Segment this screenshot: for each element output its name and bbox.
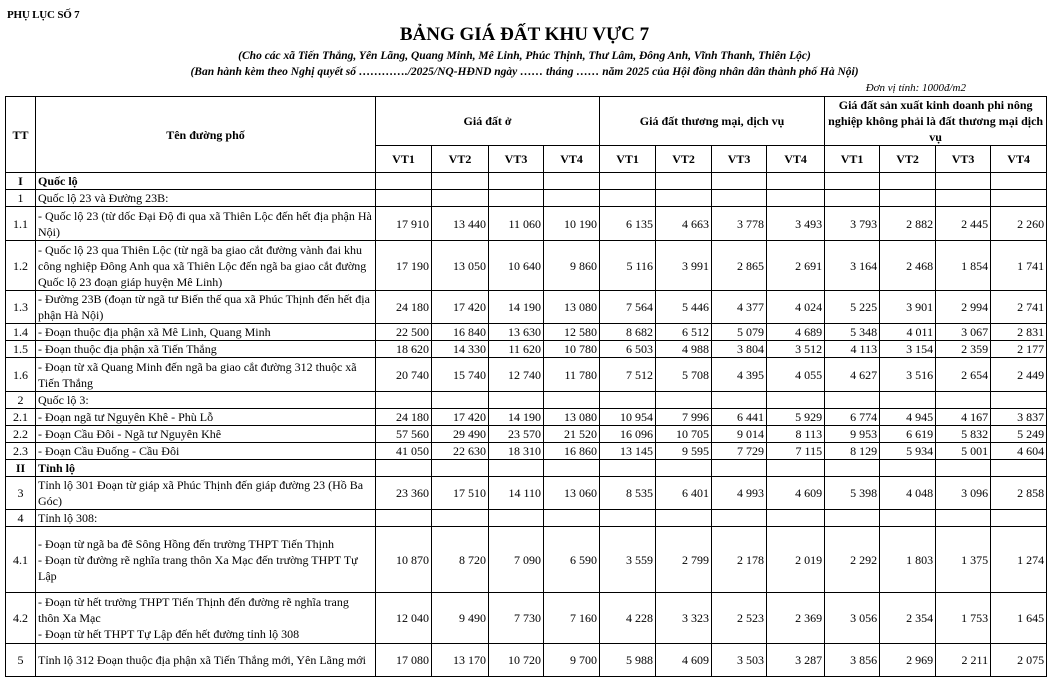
price-cell-vt3 xyxy=(489,460,544,477)
table-row xyxy=(6,358,1047,392)
row-number: 2 xyxy=(6,392,36,409)
street-name: - Đoạn Cầu Đuống - Cầu Đôi xyxy=(36,443,376,460)
document-subtitle-resolution: (Ban hành kèm theo Nghị quyết số …………./2025/NQ-HĐND ngày …… tháng …… năm 2025 của Hội đồng nhân dân thành phố Hà Nội) xyxy=(190,66,859,78)
price-cell-vt3 xyxy=(712,173,767,190)
header-row-groups xyxy=(6,97,1047,146)
table-row xyxy=(6,241,1047,291)
price-cell-vt1: 20 740 xyxy=(376,358,432,392)
header-position-3: VT3 xyxy=(489,146,544,173)
price-cell-vt3: 2 523 xyxy=(712,593,767,644)
header-tt: TT xyxy=(6,97,36,173)
row-number: 1.2 xyxy=(6,241,36,291)
row-number: 4.2 xyxy=(6,593,36,644)
price-cell-vt3: 14 190 xyxy=(489,291,544,324)
price-cell-vt1: 5 988 xyxy=(600,644,656,677)
price-cell-vt4: 2 260 xyxy=(991,207,1047,241)
price-cell-vt1: 4 627 xyxy=(825,358,880,392)
price-cell-vt2: 6 401 xyxy=(656,477,712,510)
price-cell-vt1: 5 348 xyxy=(825,324,880,341)
price-cell-vt4: 2 741 xyxy=(991,291,1047,324)
document-subtitle-communes: (Cho các xã Tiến Thắng, Yên Lãng, Quang Minh, Mê Linh, Phúc Thịnh, Thư Lâm, Đông Anh, Vĩnh Thanh, Thiên Lộc) xyxy=(238,50,811,62)
header-position-12: VT4 xyxy=(991,146,1047,173)
price-cell-vt2 xyxy=(432,460,489,477)
table-row xyxy=(6,409,1047,426)
price-cell-vt4: 8 113 xyxy=(767,426,825,443)
appendix-label: PHỤ LỤC SỐ 7 xyxy=(7,9,80,21)
table-row xyxy=(6,324,1047,341)
price-cell-vt1 xyxy=(376,190,432,207)
street-name: Quốc lộ xyxy=(36,173,376,190)
price-cell-vt1: 3 793 xyxy=(825,207,880,241)
price-cell-vt4: 21 520 xyxy=(544,426,600,443)
table-row xyxy=(6,207,1047,241)
price-cell-vt2 xyxy=(656,392,712,409)
price-cell-vt2: 4 048 xyxy=(880,477,936,510)
price-cell-vt2 xyxy=(432,510,489,527)
price-cell-vt1: 6 774 xyxy=(825,409,880,426)
price-cell-vt2: 4 988 xyxy=(656,341,712,358)
price-cell-vt1 xyxy=(825,173,880,190)
price-cell-vt1: 24 180 xyxy=(376,291,432,324)
price-cell-vt3: 3 067 xyxy=(936,324,991,341)
price-cell-vt4: 2 691 xyxy=(767,241,825,291)
price-cell-vt3 xyxy=(936,460,991,477)
price-cell-vt1: 4 228 xyxy=(600,593,656,644)
header-position-11: VT3 xyxy=(936,146,991,173)
price-cell-vt4: 13 080 xyxy=(544,409,600,426)
price-cell-vt2: 9 595 xyxy=(656,443,712,460)
price-cell-vt4: 11 780 xyxy=(544,358,600,392)
row-number: 1.3 xyxy=(6,291,36,324)
price-cell-vt4: 13 080 xyxy=(544,291,600,324)
price-cell-vt4 xyxy=(767,392,825,409)
price-cell-vt1 xyxy=(825,510,880,527)
price-cell-vt4: 2 831 xyxy=(991,324,1047,341)
price-cell-vt2: 29 490 xyxy=(432,426,489,443)
row-number: 4 xyxy=(6,510,36,527)
row-number: 2.1 xyxy=(6,409,36,426)
price-cell-vt4: 7 160 xyxy=(544,593,600,644)
price-cell-vt1: 4 113 xyxy=(825,341,880,358)
price-cell-vt3: 1 854 xyxy=(936,241,991,291)
price-cell-vt4 xyxy=(991,392,1047,409)
price-cell-vt2: 17 510 xyxy=(432,477,489,510)
price-cell-vt3: 7 090 xyxy=(489,527,544,593)
price-cell-vt1 xyxy=(600,173,656,190)
price-cell-vt1 xyxy=(600,510,656,527)
header-position-8: VT4 xyxy=(767,146,825,173)
street-segment-line: - Đoạn từ đường rẽ nghĩa trang thôn Xa Mạc đến trường THPT Tự Lập xyxy=(38,552,358,583)
price-cell-vt3: 2 178 xyxy=(712,527,767,593)
price-cell-vt2: 8 720 xyxy=(432,527,489,593)
street-name xyxy=(36,527,376,593)
table-row xyxy=(6,510,1047,527)
price-cell-vt1: 2 292 xyxy=(825,527,880,593)
street-name: - Đoạn thuộc địa phận xã Mê Linh, Quang Minh xyxy=(36,324,376,341)
street-name: Tỉnh lộ 308: xyxy=(36,510,376,527)
price-cell-vt3: 4 395 xyxy=(712,358,767,392)
price-cell-vt2: 3 154 xyxy=(880,341,936,358)
price-cell-vt3 xyxy=(936,510,991,527)
price-cell-vt2: 13 050 xyxy=(432,241,489,291)
price-cell-vt3: 1 375 xyxy=(936,527,991,593)
price-cell-vt2: 17 420 xyxy=(432,291,489,324)
price-cell-vt1: 16 096 xyxy=(600,426,656,443)
header-group-nonagricultural: Giá đất sản xuất kinh doanh phi nông nghiệp không phải là đất thương mại dịch vụ xyxy=(825,97,1047,146)
price-cell-vt2 xyxy=(880,190,936,207)
price-cell-vt2: 16 840 xyxy=(432,324,489,341)
street-name: Tỉnh lộ 312 Đoạn thuộc địa phận xã Tiến Thắng mới, Yên Lãng mới xyxy=(36,644,376,677)
price-cell-vt2: 4 011 xyxy=(880,324,936,341)
price-cell-vt4 xyxy=(767,173,825,190)
price-cell-vt4 xyxy=(767,510,825,527)
price-cell-vt3: 11 060 xyxy=(489,207,544,241)
price-cell-vt4: 5 929 xyxy=(767,409,825,426)
price-cell-vt1: 9 953 xyxy=(825,426,880,443)
table-row xyxy=(6,426,1047,443)
price-cell-vt4: 2 858 xyxy=(991,477,1047,510)
price-cell-vt2 xyxy=(432,392,489,409)
price-cell-vt1: 23 360 xyxy=(376,477,432,510)
price-cell-vt2: 13 170 xyxy=(432,644,489,677)
price-cell-vt1: 41 050 xyxy=(376,443,432,460)
price-cell-vt4: 4 604 xyxy=(991,443,1047,460)
price-cell-vt4 xyxy=(544,190,600,207)
price-cell-vt4: 3 493 xyxy=(767,207,825,241)
price-cell-vt2 xyxy=(880,173,936,190)
price-cell-vt4 xyxy=(544,460,600,477)
price-cell-vt2: 3 991 xyxy=(656,241,712,291)
price-cell-vt2: 22 630 xyxy=(432,443,489,460)
price-cell-vt4: 2 019 xyxy=(767,527,825,593)
price-cell-vt2: 4 663 xyxy=(656,207,712,241)
price-cell-vt1 xyxy=(376,460,432,477)
price-cell-vt1: 13 145 xyxy=(600,443,656,460)
price-cell-vt2: 2 882 xyxy=(880,207,936,241)
price-cell-vt1: 8 129 xyxy=(825,443,880,460)
price-cell-vt1: 5 225 xyxy=(825,291,880,324)
price-cell-vt4: 4 055 xyxy=(767,358,825,392)
price-cell-vt1 xyxy=(600,392,656,409)
price-cell-vt2: 5 934 xyxy=(880,443,936,460)
price-cell-vt4: 7 115 xyxy=(767,443,825,460)
row-number: 1.1 xyxy=(6,207,36,241)
price-cell-vt2: 5 446 xyxy=(656,291,712,324)
price-cell-vt4: 9 700 xyxy=(544,644,600,677)
price-cell-vt3: 2 865 xyxy=(712,241,767,291)
price-cell-vt1: 17 910 xyxy=(376,207,432,241)
price-cell-vt4: 13 060 xyxy=(544,477,600,510)
price-cell-vt4 xyxy=(991,460,1047,477)
price-cell-vt4: 4 024 xyxy=(767,291,825,324)
header-street-name: Tên đường phố xyxy=(36,97,376,173)
row-number: 1 xyxy=(6,190,36,207)
street-name: - Đường 23B (đoạn từ ngã tư Biến thế qua xã Phúc Thịnh đến hết địa phận Hà Nội) xyxy=(36,291,376,324)
section-row xyxy=(6,460,1047,477)
price-cell-vt3: 3 503 xyxy=(712,644,767,677)
price-cell-vt1: 6 135 xyxy=(600,207,656,241)
price-cell-vt3: 4 167 xyxy=(936,409,991,426)
price-cell-vt4 xyxy=(544,392,600,409)
price-cell-vt2: 9 490 xyxy=(432,593,489,644)
price-cell-vt3: 18 310 xyxy=(489,443,544,460)
price-cell-vt2: 3 323 xyxy=(656,593,712,644)
price-cell-vt3: 2 359 xyxy=(936,341,991,358)
row-number: 4.1 xyxy=(6,527,36,593)
price-cell-vt1: 10 954 xyxy=(600,409,656,426)
street-segment-line: - Đoạn từ hết trường THPT Tiến Thịnh đến đường rẽ nghĩa trang thôn Xa Mạc xyxy=(38,595,349,625)
price-cell-vt4: 9 860 xyxy=(544,241,600,291)
price-cell-vt3 xyxy=(489,173,544,190)
price-cell-vt4: 2 075 xyxy=(991,644,1047,677)
price-cell-vt3: 5 832 xyxy=(936,426,991,443)
header-position-10: VT2 xyxy=(880,146,936,173)
price-cell-vt4: 4 609 xyxy=(767,477,825,510)
street-name: - Quốc lộ 23 qua Thiên Lộc (từ ngã ba giao cắt đường vành đai khu công nghiệp Đông Anh qua xã Thiên Lộc đến ngã ba giao cắt đường Quốc lộ 23 đoạn giáp huyện Mê Linh) xyxy=(36,241,376,291)
row-number: 1.6 xyxy=(6,358,36,392)
price-cell-vt1: 7 564 xyxy=(600,291,656,324)
price-cell-vt3: 23 570 xyxy=(489,426,544,443)
street-name: Quốc lộ 3: xyxy=(36,392,376,409)
price-cell-vt1: 24 180 xyxy=(376,409,432,426)
street-name: Quốc lộ 23 và Đường 23B: xyxy=(36,190,376,207)
price-cell-vt1: 8 535 xyxy=(600,477,656,510)
price-cell-vt2: 6 619 xyxy=(880,426,936,443)
price-cell-vt2: 5 708 xyxy=(656,358,712,392)
street-segment-line: - Đoạn từ hết THPT Tự Lập đến hết đường tỉnh lộ 308 xyxy=(38,627,300,641)
street-name: - Quốc lộ 23 (từ dốc Đại Độ đi qua xã Thiên Lộc đến hết địa phận Hà Nội) xyxy=(36,207,376,241)
price-cell-vt2 xyxy=(432,173,489,190)
price-cell-vt3: 14 110 xyxy=(489,477,544,510)
price-cell-vt4: 4 689 xyxy=(767,324,825,341)
price-cell-vt3: 3 804 xyxy=(712,341,767,358)
header-position-7: VT3 xyxy=(712,146,767,173)
price-cell-vt3 xyxy=(489,510,544,527)
price-cell-vt2: 17 420 xyxy=(432,409,489,426)
street-name: - Đoạn thuộc địa phận xã Tiến Thắng xyxy=(36,341,376,358)
price-cell-vt2: 6 512 xyxy=(656,324,712,341)
price-cell-vt4 xyxy=(991,173,1047,190)
price-cell-vt1: 10 870 xyxy=(376,527,432,593)
price-cell-vt3: 2 445 xyxy=(936,207,991,241)
price-cell-vt1 xyxy=(376,392,432,409)
price-cell-vt2: 7 996 xyxy=(656,409,712,426)
price-cell-vt4 xyxy=(767,460,825,477)
price-cell-vt1: 6 503 xyxy=(600,341,656,358)
price-cell-vt1: 5 398 xyxy=(825,477,880,510)
price-cell-vt1 xyxy=(825,460,880,477)
price-cell-vt4: 1 741 xyxy=(991,241,1047,291)
price-cell-vt2 xyxy=(880,510,936,527)
price-cell-vt2: 15 740 xyxy=(432,358,489,392)
price-cell-vt4: 2 369 xyxy=(767,593,825,644)
table-row xyxy=(6,341,1047,358)
price-cell-vt1 xyxy=(825,392,880,409)
price-cell-vt1: 8 682 xyxy=(600,324,656,341)
price-cell-vt1 xyxy=(600,190,656,207)
row-number: II xyxy=(6,460,36,477)
price-cell-vt2 xyxy=(656,510,712,527)
row-number: 3 xyxy=(6,477,36,510)
price-cell-vt3: 2 211 xyxy=(936,644,991,677)
header-position-4: VT4 xyxy=(544,146,600,173)
header-position-9: VT1 xyxy=(825,146,880,173)
row-number: 2.3 xyxy=(6,443,36,460)
price-cell-vt3 xyxy=(936,190,991,207)
price-cell-vt4: 10 190 xyxy=(544,207,600,241)
price-cell-vt1: 7 512 xyxy=(600,358,656,392)
price-cell-vt4: 16 860 xyxy=(544,443,600,460)
price-cell-vt1: 3 056 xyxy=(825,593,880,644)
row-number: 5 xyxy=(6,644,36,677)
price-cell-vt4: 6 590 xyxy=(544,527,600,593)
price-cell-vt4 xyxy=(544,510,600,527)
price-cell-vt3: 10 720 xyxy=(489,644,544,677)
price-cell-vt1 xyxy=(600,460,656,477)
price-cell-vt1 xyxy=(825,190,880,207)
header-position-5: VT1 xyxy=(600,146,656,173)
price-cell-vt4: 3 837 xyxy=(991,409,1047,426)
price-cell-vt4: 3 287 xyxy=(767,644,825,677)
price-cell-vt2 xyxy=(656,460,712,477)
price-cell-vt3 xyxy=(712,190,767,207)
price-cell-vt2: 2 799 xyxy=(656,527,712,593)
price-cell-vt4: 1 645 xyxy=(991,593,1047,644)
price-cell-vt2: 10 705 xyxy=(656,426,712,443)
unit-note: Đơn vị tính: 1000đ/m2 xyxy=(865,82,966,94)
price-cell-vt2: 2 468 xyxy=(880,241,936,291)
price-cell-vt4: 2 177 xyxy=(991,341,1047,358)
street-name: - Đoạn Cầu Đôi - Ngã tư Nguyên Khê xyxy=(36,426,376,443)
header-group-commercial: Giá đất thương mại, dịch vụ xyxy=(600,97,825,146)
table-row xyxy=(6,593,1047,644)
price-cell-vt3: 13 630 xyxy=(489,324,544,341)
row-number: 2.2 xyxy=(6,426,36,443)
price-cell-vt2: 3 901 xyxy=(880,291,936,324)
table-row xyxy=(6,477,1047,510)
price-cell-vt4: 10 780 xyxy=(544,341,600,358)
price-cell-vt2: 13 440 xyxy=(432,207,489,241)
header-position-1: VT1 xyxy=(376,146,432,173)
price-cell-vt1 xyxy=(376,173,432,190)
header-group-residential: Giá đất ở xyxy=(376,97,600,146)
price-cell-vt3: 5 079 xyxy=(712,324,767,341)
price-cell-vt4 xyxy=(767,190,825,207)
price-cell-vt1: 3 559 xyxy=(600,527,656,593)
price-cell-vt2: 4 945 xyxy=(880,409,936,426)
price-cell-vt3: 5 001 xyxy=(936,443,991,460)
price-cell-vt2 xyxy=(880,392,936,409)
price-cell-vt4: 3 512 xyxy=(767,341,825,358)
price-cell-vt1: 57 560 xyxy=(376,426,432,443)
table-body xyxy=(6,173,1047,677)
street-name: - Đoạn ngã tư Nguyên Khê - Phù Lỗ xyxy=(36,409,376,426)
price-cell-vt3: 7 730 xyxy=(489,593,544,644)
table-row xyxy=(6,392,1047,409)
price-cell-vt3: 2 994 xyxy=(936,291,991,324)
street-name xyxy=(36,593,376,644)
price-cell-vt4 xyxy=(544,173,600,190)
price-cell-vt1: 17 080 xyxy=(376,644,432,677)
table-row xyxy=(6,443,1047,460)
street-name: Tỉnh lộ 301 Đoạn từ giáp xã Phúc Thịnh đến giáp đường 23 (Hồ Ba Góc) xyxy=(36,477,376,510)
price-cell-vt2 xyxy=(880,460,936,477)
price-cell-vt3: 3 778 xyxy=(712,207,767,241)
price-cell-vt1: 3 856 xyxy=(825,644,880,677)
price-cell-vt2: 1 803 xyxy=(880,527,936,593)
price-cell-vt2: 3 516 xyxy=(880,358,936,392)
table-row xyxy=(6,291,1047,324)
row-number: I xyxy=(6,173,36,190)
price-cell-vt3 xyxy=(936,392,991,409)
price-cell-vt2: 2 354 xyxy=(880,593,936,644)
price-cell-vt3: 3 096 xyxy=(936,477,991,510)
street-name: Tỉnh lộ xyxy=(36,460,376,477)
price-cell-vt3 xyxy=(489,190,544,207)
price-cell-vt4 xyxy=(991,190,1047,207)
land-price-table xyxy=(5,96,1047,677)
price-cell-vt3: 4 993 xyxy=(712,477,767,510)
price-cell-vt4: 5 249 xyxy=(991,426,1047,443)
price-cell-vt1: 3 164 xyxy=(825,241,880,291)
table-row xyxy=(6,190,1047,207)
header-position-2: VT2 xyxy=(432,146,489,173)
price-cell-vt3: 1 753 xyxy=(936,593,991,644)
section-row xyxy=(6,173,1047,190)
price-cell-vt1: 22 500 xyxy=(376,324,432,341)
row-number: 1.5 xyxy=(6,341,36,358)
price-cell-vt2: 4 609 xyxy=(656,644,712,677)
price-cell-vt3: 10 640 xyxy=(489,241,544,291)
price-cell-vt3: 14 190 xyxy=(489,409,544,426)
price-cell-vt3: 6 441 xyxy=(712,409,767,426)
price-cell-vt1 xyxy=(376,510,432,527)
price-cell-vt3: 4 377 xyxy=(712,291,767,324)
price-cell-vt3: 2 654 xyxy=(936,358,991,392)
price-cell-vt3 xyxy=(712,460,767,477)
price-cell-vt3: 11 620 xyxy=(489,341,544,358)
price-cell-vt2: 14 330 xyxy=(432,341,489,358)
price-cell-vt4: 1 274 xyxy=(991,527,1047,593)
price-cell-vt1: 17 190 xyxy=(376,241,432,291)
price-cell-vt3: 9 014 xyxy=(712,426,767,443)
street-segment-line: - Đoạn từ ngã ba đê Sông Hồng đến trường THPT Tiến Thịnh xyxy=(38,536,335,551)
price-cell-vt3 xyxy=(936,173,991,190)
price-cell-vt2 xyxy=(656,173,712,190)
header-position-6: VT2 xyxy=(656,146,712,173)
price-cell-vt3 xyxy=(712,510,767,527)
price-cell-vt4 xyxy=(991,510,1047,527)
price-cell-vt3: 12 740 xyxy=(489,358,544,392)
price-cell-vt1: 18 620 xyxy=(376,341,432,358)
price-cell-vt2 xyxy=(432,190,489,207)
price-cell-vt1: 5 116 xyxy=(600,241,656,291)
price-cell-vt4: 12 580 xyxy=(544,324,600,341)
price-cell-vt3 xyxy=(489,392,544,409)
street-name: - Đoạn từ xã Quang Minh đến ngã ba giao cắt đường 312 thuộc xã Tiến Thắng xyxy=(36,358,376,392)
price-cell-vt4: 2 449 xyxy=(991,358,1047,392)
price-cell-vt1: 12 040 xyxy=(376,593,432,644)
price-cell-vt2 xyxy=(656,190,712,207)
row-number: 1.4 xyxy=(6,324,36,341)
document-title: BẢNG GIÁ ĐẤT KHU VỰC 7 xyxy=(399,24,650,45)
table-row xyxy=(6,644,1047,677)
price-cell-vt3: 7 729 xyxy=(712,443,767,460)
price-cell-vt3 xyxy=(712,392,767,409)
table-row xyxy=(6,527,1047,593)
price-cell-vt2: 2 969 xyxy=(880,644,936,677)
